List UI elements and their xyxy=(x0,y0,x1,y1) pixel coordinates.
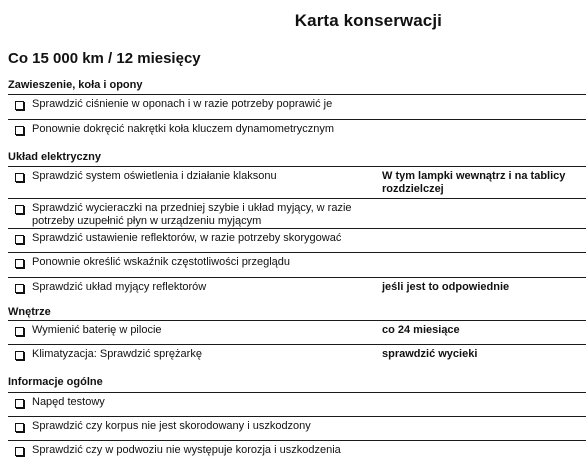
checklist-row xyxy=(8,320,586,344)
checklist-row xyxy=(8,166,586,198)
checkbox[interactable] xyxy=(15,351,24,360)
checklist-row xyxy=(8,440,586,463)
item-text: Sprawdzić ciśnienie w oponach i w razie potrzeby poprawić je xyxy=(32,98,333,110)
item-note: sprawdzić wycieki xyxy=(382,348,478,360)
section-heading-interior: Wnętrze xyxy=(8,306,51,318)
checkbox[interactable] xyxy=(15,205,24,214)
checklist-row xyxy=(8,277,586,303)
item-text: Ponownie określić wskaźnik częstotliwości przeglądu xyxy=(32,256,291,268)
checkbox[interactable] xyxy=(15,126,24,135)
service-interval-heading: Co 15 000 km / 12 miesięcy xyxy=(8,50,201,67)
item-note: jeśli jest to odpowiednie xyxy=(382,281,510,293)
checklist-row xyxy=(8,416,586,440)
checklist-row xyxy=(8,119,586,146)
item-text: Napęd testowy xyxy=(32,396,105,408)
checkbox[interactable] xyxy=(15,399,24,408)
section-heading-general: Informacje ogólne xyxy=(8,376,103,388)
checkbox[interactable] xyxy=(15,101,24,110)
checklist-row xyxy=(8,94,586,119)
item-note: co 24 miesiące xyxy=(382,324,460,336)
item-text: Sprawdzić czy w podwoziu nie występuje korozja i uszkodzenia xyxy=(32,444,341,456)
checkbox[interactable] xyxy=(15,423,24,432)
item-text: Sprawdzić system oświetlenia i działanie klaksonu xyxy=(32,170,277,182)
item-text: Wymienić baterię w pilocie xyxy=(32,324,162,336)
checkbox[interactable] xyxy=(15,284,24,293)
page-title: Karta konserwacji xyxy=(294,11,442,30)
section-heading-suspension: Zawieszenie, koła i opony xyxy=(8,79,143,91)
item-text: Ponownie dokręcić nakrętki koła kluczem dynamometrycznym xyxy=(32,123,335,135)
item-text: Klimatyzacja: Sprawdzić sprężarkę xyxy=(32,348,202,360)
checklist-row xyxy=(8,252,586,277)
item-text: Sprawdzić czy korpus nie jest skorodowany i uszkodzony xyxy=(32,420,311,432)
item-text: Sprawdzić ustawienie reflektorów, w razie potrzeby skorygować xyxy=(32,232,342,244)
checklist-row xyxy=(8,344,586,370)
checklist-row xyxy=(8,392,586,416)
checklist-row xyxy=(8,228,586,252)
item-text: Sprawdzić wycieraczki na przedniej szybie i układ myjący, w razie potrzeby uzupełnić płyn w urządzeniu myjącym xyxy=(32,202,352,227)
checkbox[interactable] xyxy=(15,327,24,336)
section-heading-electrical: Układ elektryczny xyxy=(8,151,101,163)
checklist-row xyxy=(8,198,586,228)
item-text: Sprawdzić układ myjący reflektorów xyxy=(32,281,207,293)
checkbox[interactable] xyxy=(15,235,24,244)
checkbox[interactable] xyxy=(15,173,24,182)
checkbox[interactable] xyxy=(15,259,24,268)
checkbox[interactable] xyxy=(15,447,24,456)
item-note: W tym lampki wewnątrz i na tablicy rozdzielczej xyxy=(382,170,566,195)
